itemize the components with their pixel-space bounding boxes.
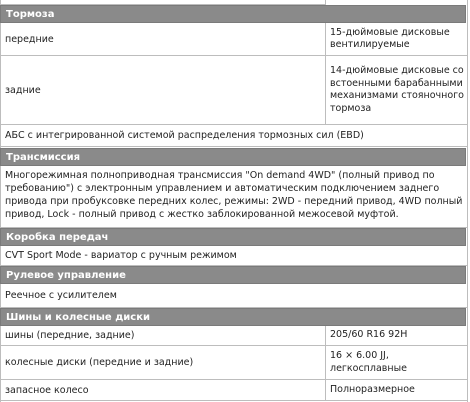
- spec-label: запасное колесо: [0, 380, 326, 400]
- table-row-rims: [0, 346, 468, 380]
- table-row-brakes-front: [0, 23, 468, 56]
- spec-label: шины (передние, задние): [0, 326, 326, 345]
- section-header-brakes: Тормоза: [0, 5, 466, 23]
- spec-note: АБС с интегрированной системой распределения тормозных сил (EBD): [5, 130, 364, 141]
- spec-value: 15-дюймовые дисковые вентилируемые: [330, 26, 450, 50]
- table-row-brakes-rear: [0, 56, 468, 125]
- table-row-transmission: [0, 166, 468, 228]
- table-row-gearbox: [0, 246, 468, 266]
- spec-label: задние: [0, 56, 326, 124]
- spec-label: колесные диски (передние и задние): [0, 346, 326, 379]
- section-header-gearbox: Коробка передач: [0, 228, 466, 246]
- table-row-tires: [0, 326, 468, 346]
- table-row-steering: [0, 284, 468, 308]
- section-header-transmission: Трансмиссия: [0, 148, 466, 166]
- spec-description: CVT Sport Mode - вариатор с ручным режимом: [5, 250, 237, 261]
- spec-value: 16 × 6.00 JJ, легкосплавные: [330, 350, 407, 374]
- spec-value: 205/60 R16 92H: [330, 329, 408, 341]
- table-row-brakes-abs: [0, 125, 468, 147]
- spec-label: передние: [0, 23, 326, 55]
- spec-description: Реечное с усилителем: [5, 290, 117, 301]
- section-header-steering: Рулевое управление: [0, 266, 466, 284]
- spec-value: Полноразмерное: [330, 383, 415, 395]
- spec-value: 14-дюймовые дисковые со встоенными барабанными механизмами стояночного тормоза: [330, 65, 464, 114]
- table-row-spare: [0, 380, 468, 401]
- spec-description: Многорежимная полноприводная трансмиссия "On demand 4WD" (полный привод по требованию") с электронным управлением и автоматическим подключением заднего привода при пробуксовке передних колес, режимы: 2WD - передний привод, 4WD полный привод, Lock - полный привод с жестко заблокированной межосевой муфтой.: [5, 170, 463, 220]
- section-header-wheels: Шины и колесные диски: [0, 308, 466, 326]
